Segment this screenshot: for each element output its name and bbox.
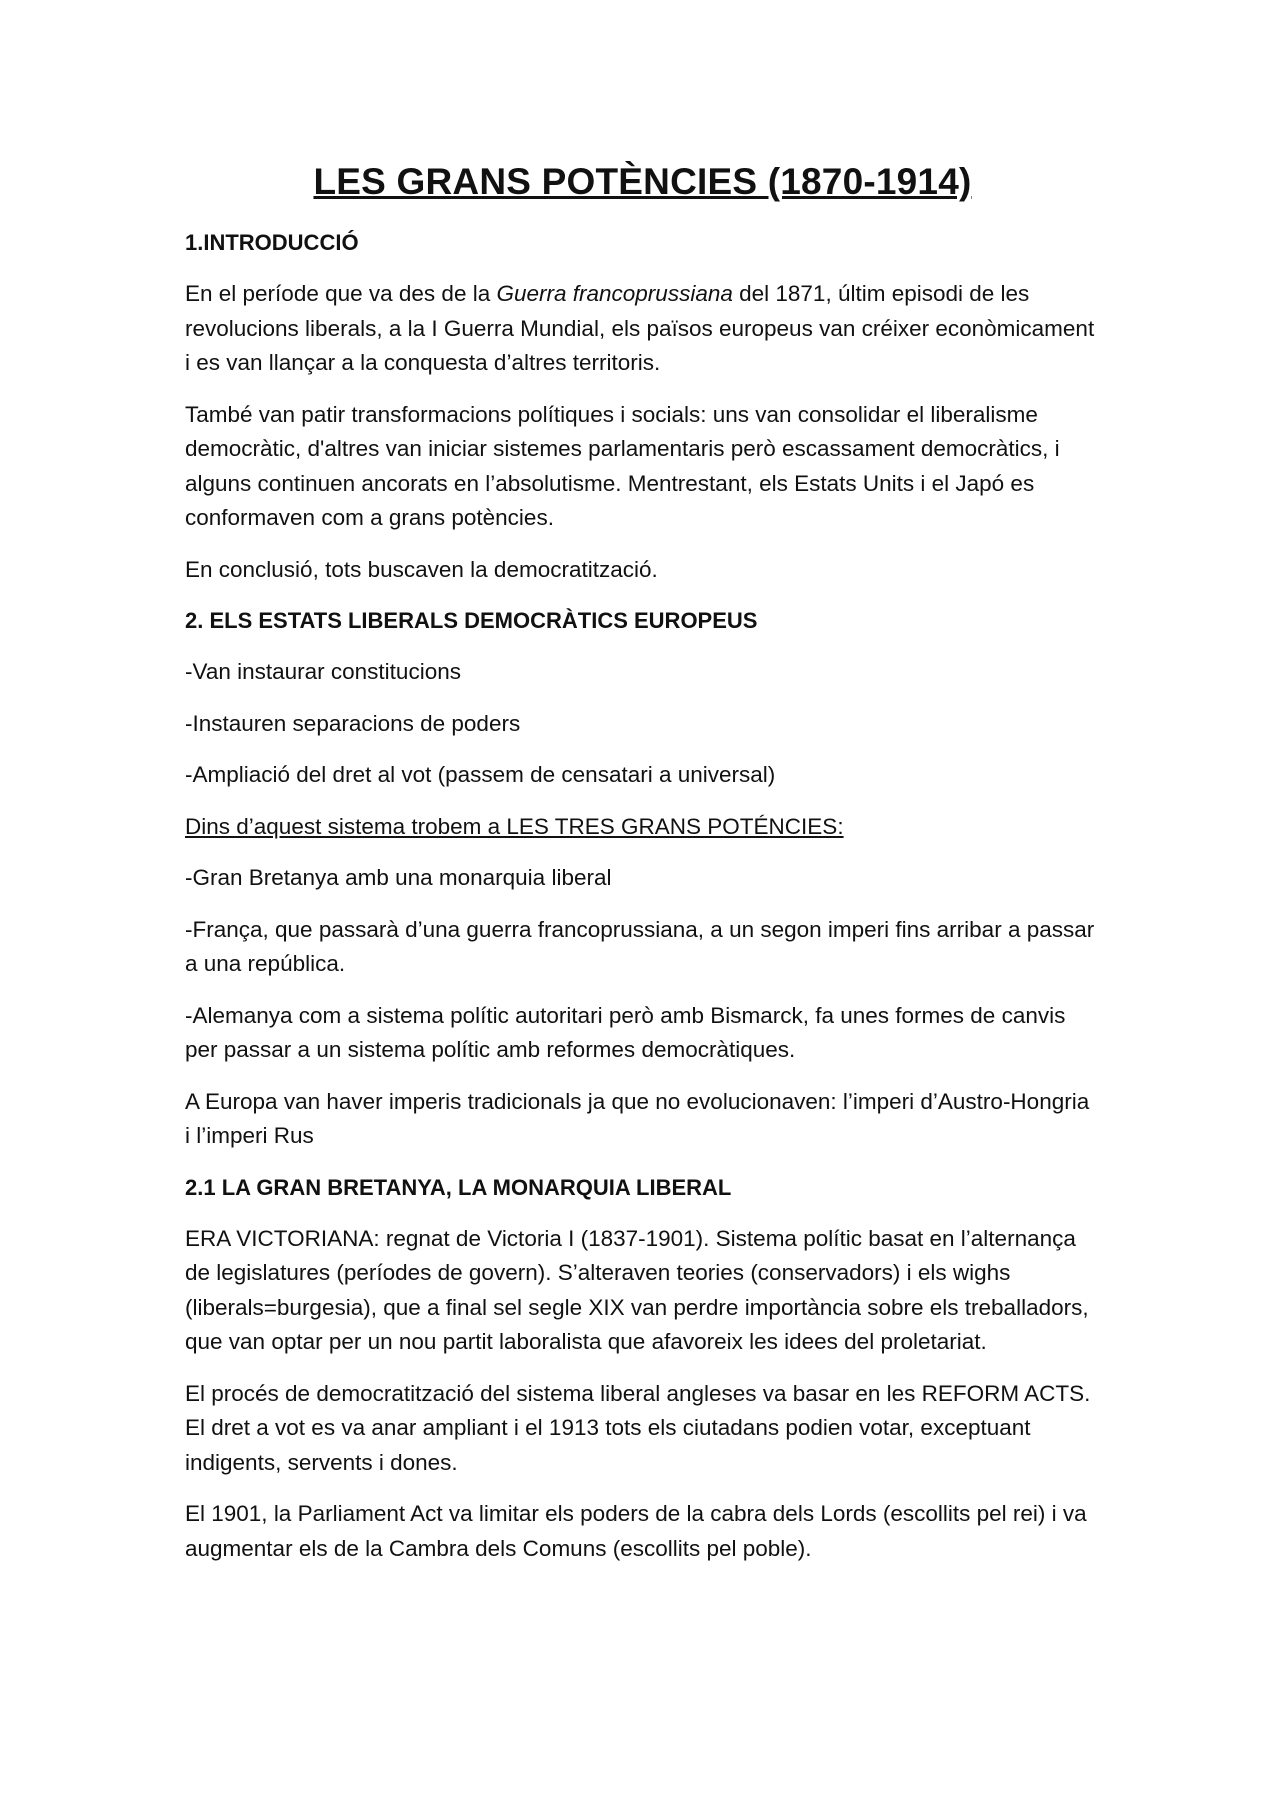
list-item-alemanya: -Alemanya com a sistema polític autoritari però amb Bismarck, fa unes formes de canvis per passar a un sistema polític amb reformes democràtiques. — [185, 1002, 1066, 1062]
paragraph-reform-acts: El procés de democratització del sistema liberal angleses va basar en les REFORM ACTS. El dret a vot es va anar ampliant i el 1913 tots els ciutadans podien votar, exceptuant indigents, servents i dones. — [185, 1380, 1091, 1475]
subtitle-tres-potencies: Dins d’aquest sistema trobem a LES TRES GRANS POTÉNCIES: — [185, 813, 844, 839]
section-heading-introduccio: 1.INTRODUCCIÓ — [185, 230, 359, 255]
page-title: LES GRANS POTÈNCIES (1870-1914) — [313, 161, 972, 202]
intro-p1-text-before: En el període que va des de la — [185, 281, 497, 306]
document-body — [185, 160, 1100, 1583]
section-heading-gran-bretanya: 2.1 LA GRAN BRETANYA, LA MONARQUIA LIBERAL — [185, 1174, 732, 1200]
list-item-separacions: -Instauren separacions de poders — [185, 710, 521, 736]
list-item-franca: -França, que passarà d’una guerra francoprussiana, a un segon imperi fins arribar a passar a una república. — [185, 916, 1095, 976]
paragraph-imperis-tradicionals: A Europa van haver imperis tradicionals ja que no evolucionaven: l’imperi d’Austro-Hongria i l’imperi Rus — [185, 1088, 1090, 1148]
list-item-constitucions: -Van instaurar constitucions — [185, 659, 461, 684]
list-item-gran-bretanya: -Gran Bretanya amb una monarquia liberal — [185, 865, 612, 890]
paragraph-parliament-act: El 1901, la Parliament Act va limitar els poders de la cabra dels Lords (escollits pel rei) i va augmentar els de la Cambra dels Comuns (escollits pel poble). — [185, 1501, 1087, 1561]
intro-p1-italic-term: Guerra francoprussiana — [496, 281, 733, 306]
intro-paragraph-2: També van patir transformacions polítiques i socials: uns van consolidar el liberalisme democràtic, d'altres van iniciar sistemes parlamentaris però escassament democràtics, i alguns continuen ancorats en l’absolutisme. Mentrestant, els Estats Units i el Japó es conformaven com a grans potències. — [185, 401, 1060, 530]
section-heading-estats-liberals: 2. ELS ESTATS LIBERALS DEMOCRÀTICS EUROPEUS — [185, 608, 758, 633]
paragraph-era-victoriana: ERA VICTORIANA: regnat de Victoria I (1837-1901). Sistema polític basat en l’alternança de legislatures (períodes de govern). S’alteraven teories (conservadors) i els wighs (liberals=burgesia), que a final sel segle XIX van perdre importància sobre els treballadors, que van optar per un nou partit laboralista que afavoreix les idees del proletariat. — [185, 1225, 1089, 1354]
intro-p1-text-after: del 1871, últim episodi de les revolucions liberals, a la I Guerra Mundial, els països europeus van créixer econòmicament i es van llançar a la conquesta d’altres territoris. — [185, 281, 1095, 375]
intro-paragraph-3: En conclusió, tots buscaven la democratització. — [185, 556, 658, 582]
list-item-dret-vot: -Ampliació del dret al vot (passem de censatari a universal) — [185, 762, 776, 787]
intro-paragraph-1 — [185, 277, 1100, 381]
